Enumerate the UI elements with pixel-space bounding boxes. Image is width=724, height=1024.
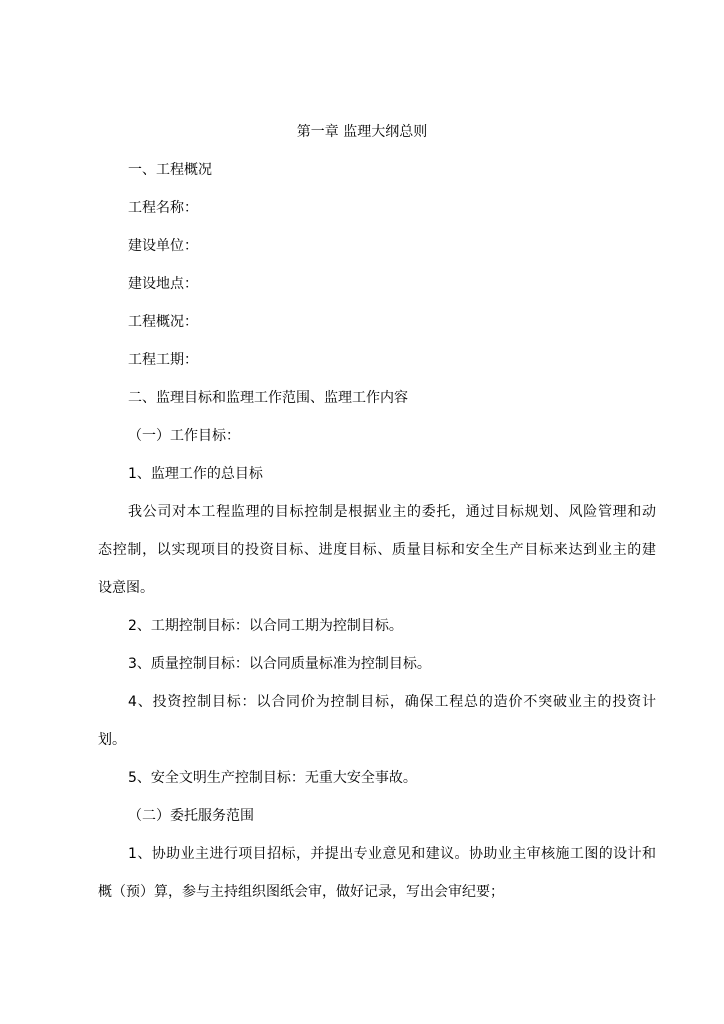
goal-item-schedule: 2、工期控制目标：以合同工期为控制目标。 (128, 618, 403, 634)
paragraph-line: 我公司对本工程监理的目标控制是根据业主的委托，通过目标规划、风险管理和动 (128, 504, 656, 520)
paragraph-line: 设意图。 (98, 580, 154, 596)
goal-item-investment-cont: 划。 (98, 732, 126, 748)
scope-item-cont: 概（预）算，参与主持组织图纸会审，做好记录，写出会审纪要； (98, 884, 504, 900)
duration-label: 工程工期： (128, 352, 198, 368)
goal-item-quality: 3、质量控制目标：以合同质量标准为控制目标。 (128, 656, 431, 672)
section-heading-supervision-goals: 二、监理目标和监理工作范围、监理工作内容 (128, 390, 408, 406)
goal-item-investment: 4、投资控制目标：以合同价为控制目标，确保工程总的造价不突破业主的投资计 (128, 694, 656, 710)
subsection-heading-service-scope: （二）委托服务范围 (128, 808, 254, 824)
goal-item-safety: 5、安全文明生产控制目标：无重大安全事故。 (128, 770, 417, 786)
overview-label: 工程概况： (128, 314, 198, 330)
subsection-heading-work-goals: （一）工作目标： (128, 428, 240, 444)
location-label: 建设地点： (128, 276, 198, 292)
paragraph-line: 态控制，以实现项目的投资目标、进度目标、质量目标和安全生产目标来达到业主的建 (98, 542, 656, 558)
item-heading-overall-goal: 1、监理工作的总目标 (128, 466, 263, 482)
builder-label: 建设单位： (128, 238, 198, 254)
scope-item: 1、协助业主进行项目招标，并提出专业意见和建议。协助业主审核施工图的设计和 (128, 846, 656, 862)
section-heading-project-overview: 一、工程概况 (128, 162, 212, 178)
project-name-label: 工程名称： (128, 200, 198, 216)
chapter-title: 第一章 监理大纲总则 (296, 124, 428, 140)
